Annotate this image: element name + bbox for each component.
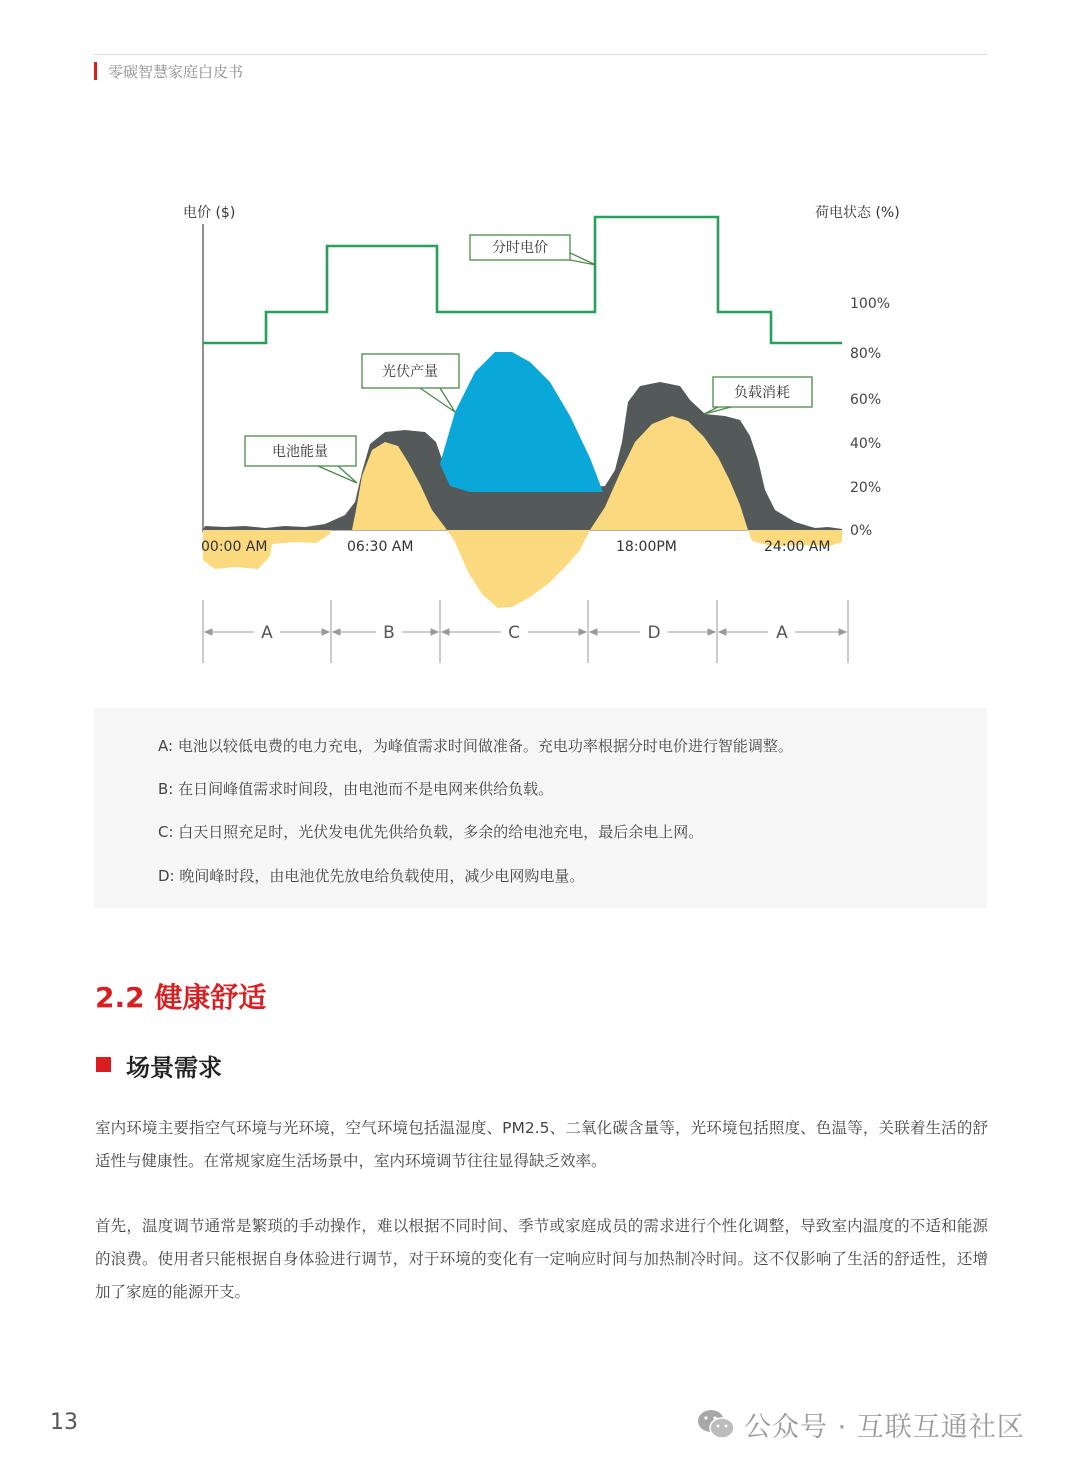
battery-pv-charge-area	[447, 530, 590, 608]
section-title: 2.2 健康舒适	[95, 981, 267, 1014]
subsection-title: 场景需求	[126, 1054, 222, 1082]
note-c: C: 白天日照充足时，光伏发电优先供给负载，多余的给电池充电，最后余电上网。	[158, 823, 704, 841]
x-tick: 18:00PM	[616, 539, 677, 555]
x-tick: 06:30 AM	[347, 539, 414, 555]
right-tick: 80%	[850, 346, 882, 362]
phase-notes-box	[94, 708, 987, 908]
callout-tou	[470, 235, 596, 265]
right-tick: 100%	[850, 296, 891, 312]
callout-pv-label: 光伏产量	[382, 364, 438, 380]
right-axis-label: 荷电状态 (%)	[815, 205, 900, 221]
callout-load	[704, 377, 812, 414]
phase-label: D	[647, 623, 661, 643]
x-tick: 00:00 AM	[201, 539, 268, 555]
right-tick: 0%	[850, 523, 873, 539]
phase-label: A	[261, 623, 273, 643]
callout-pv	[362, 354, 459, 412]
callout-battery-label: 电池能量	[272, 444, 328, 460]
paragraph: 首先，温度调节通常是繁琐的手动操作，难以根据不同时间、季节或家庭成员的需求进行个性化调整，导致室内温度的不适和能源的浪费。使用者只能根据自身体验进行调节，对于环境的变化有一定响应时间与加热制冷时间。这不仅影响了生活的舒适性，还增加了家庭的能源开支。	[95, 1217, 988, 1301]
header-divider	[94, 54, 987, 55]
phase-label: B	[383, 623, 395, 643]
watermark-text: 公众号 · 互联互通社区	[744, 1411, 1025, 1443]
header-accent-bar	[94, 62, 97, 80]
phase-label: A	[776, 623, 788, 643]
page-number: 13	[50, 1410, 78, 1435]
note-a: A: 电池以较低电费的电力充电，为峰值需求时间做准备。充电功率根据分时电价进行智能调整。	[158, 737, 793, 755]
note-b: B: 在日间峰值需求时间段，由电池而不是电网来供给负载。	[158, 780, 554, 798]
note-d: D: 晚间峰时段，由电池优先放电给负载使用，减少电网购电量。	[158, 867, 585, 885]
right-tick: 60%	[850, 392, 882, 408]
left-axis-label: 电价 ($)	[183, 205, 236, 221]
phase-label: C	[508, 623, 520, 643]
wechat-icon	[696, 1407, 736, 1441]
energy-chart	[0, 180, 1080, 680]
right-tick: 40%	[850, 436, 882, 452]
callout-load-label: 负载消耗	[734, 385, 790, 401]
paragraph: 室内环境主要指空气环境与光环境，空气环境包括温湿度、PM2.5、二氧化碳含量等，光环境包括照度、色温等，关联着生活的舒适性与健康性。在常规家庭生活场景中，室内环境调节往往显得缺乏效率。	[95, 1119, 988, 1170]
pv-area	[440, 352, 603, 492]
document-title: 零碳智慧家庭白皮书	[108, 63, 244, 81]
watermark	[696, 1404, 1025, 1444]
x-tick: 24:00 AM	[764, 539, 831, 555]
right-tick: 20%	[850, 480, 882, 496]
subtitle-marker	[96, 1057, 111, 1072]
phase-brackets	[203, 600, 848, 663]
callout-battery	[245, 436, 357, 483]
callout-tou-label: 分时电价	[492, 240, 548, 256]
